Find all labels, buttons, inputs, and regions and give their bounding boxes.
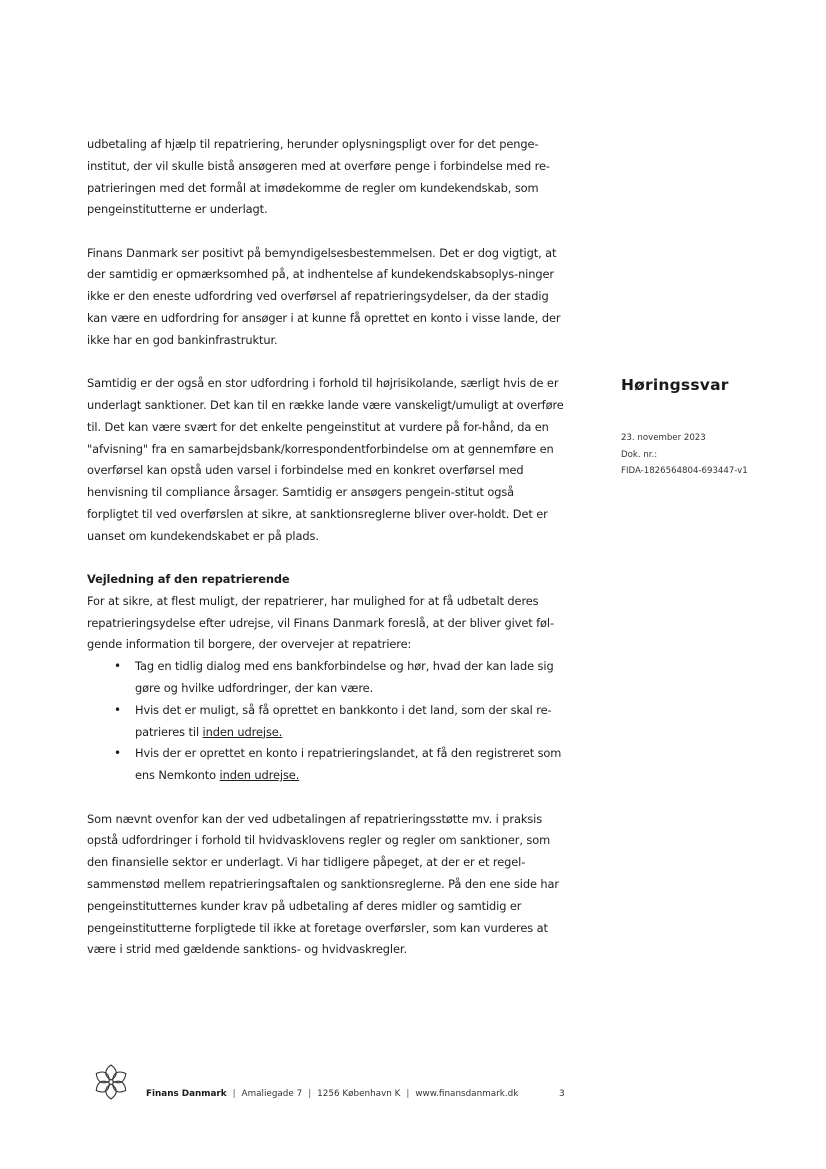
document-number-label: Dok. nr.: [621, 449, 658, 460]
document-number: FIDA-1826564804-693447-v1 [621, 466, 748, 476]
page-footer [91, 1062, 611, 1122]
section-heading: Vejledning af den repatrierende [87, 572, 290, 587]
document-meta [621, 430, 801, 480]
footer-separator: | [232, 1089, 236, 1099]
footer-address [146, 1089, 518, 1099]
finans-danmark-logo-icon [91, 1062, 131, 1102]
bullet-text-3: Hvis der er oprettet en konto i repatrieringslandet, at få den registreret som ens Nemkonto [135, 746, 562, 783]
page-number: 3 [559, 1089, 565, 1099]
bullet-item-3 [87, 743, 565, 787]
paragraph-3: Samtidig er der også en stor udfordring i forhold til højrisikolande, særligt hvis de er underlagt sanktioner. Det kan til en række lande være vanskeligt/umuligt at overføre til. Det kan være svært for det enkelte pengeinstitut at vurdere på for-hånd, da en "afvisning" fra en samarbejdsbank/korrespondentforbindelse om at gennemføre en overførsel kan opstå uden varsel i forbindelse med en konkret overførsel med henvisning til compliance årsager. Samtidig er ansøgers pengein-stitut også forpligtet til ved overførslen at sikre, at sanktionsreglerne bliver over-holdt. Det er uanset om kundekendskabet er på plads. [87, 376, 564, 543]
bullet-text-1: Tag en tidlig dialog med ens bankforbindelse og hør, hvad der kan lade sig gøre og hvilke udfordringer, der kan være. [135, 659, 554, 696]
paragraph-4: For at sikre, at flest muligt, der repatrierer, har mulighed for at få udbetalt deres repatrieringsydelse efter udrejse, vil Finans Danmark foreslå, at der bliver givet føl-gende information til borgere, der overvejer at repatriere: [87, 593, 554, 652]
footer-separator: | [406, 1089, 410, 1099]
bullet-item-2 [87, 700, 565, 744]
main-text [87, 134, 565, 961]
bullet-text-2: Hvis det er muligt, så få oprettet en bankkonto i det land, som der skal re-patrieres til [135, 702, 552, 739]
document-date: 23. november 2023 [621, 433, 706, 443]
side-panel [621, 376, 801, 480]
footer-brand: Finans Danmark [146, 1089, 227, 1099]
bullet-underline-3: inden udrejse. [219, 768, 300, 783]
paragraph-2: Finans Danmark ser positivt på bemyndigelsesbestemmelsen. Det er dog vigtigt, at der samtidig er opmærksomhed på, at indhentelse af kundekendskabsoplys-ninger ikke er den eneste udfordring ved overførsel af repatrieringsydelser, da der stadig kan være en udfordring for ansøger i at kunne få oprettet en konto i visse lande, der ikke har en god bankinfrastruktur. [87, 245, 561, 347]
document-type-title: Høringssvar [621, 376, 729, 394]
footer-street: Amaliegade 7 [241, 1089, 303, 1099]
bullet-list [87, 656, 565, 787]
paragraph-5: Som nævnt ovenfor kan der ved udbetalingen af repatrieringsstøtte mv. i praksis opstå udfordringer i forhold til hvidvasklovens regler og regler om sanktioner, som den finansielle sektor er underlagt. Vi har tidligere påpeget, at der er et regel-sammenstød mellem repatrieringsaftalen og sanktionsreglerne. På den ene side har pengeinstitutternes kunder krav på udbetaling af deres midler og samtidig er pengeinstitutterne forpligtede til ikke at foretage overførsler, som kan vurderes at være i strid med gældende sanktions- og hvidvaskregler. [87, 811, 559, 957]
bullet-underline-2: inden udrejse. [202, 724, 283, 739]
footer-separator: | [308, 1089, 312, 1099]
footer-website[interactable]: www.finansdanmark.dk [415, 1089, 519, 1099]
bullet-item-1 [87, 656, 565, 700]
paragraph-1: udbetaling af hjælp til repatriering, herunder oplysningspligt over for det penge-institut, der vil skulle bistå ansøgeren med at overføre penge i forbindelse med re-patrieringen med det formål at imødekomme de regler om kundekendskab, som pengeinstitutterne er underlagt. [87, 137, 550, 217]
footer-city: 1256 København K [317, 1089, 401, 1099]
